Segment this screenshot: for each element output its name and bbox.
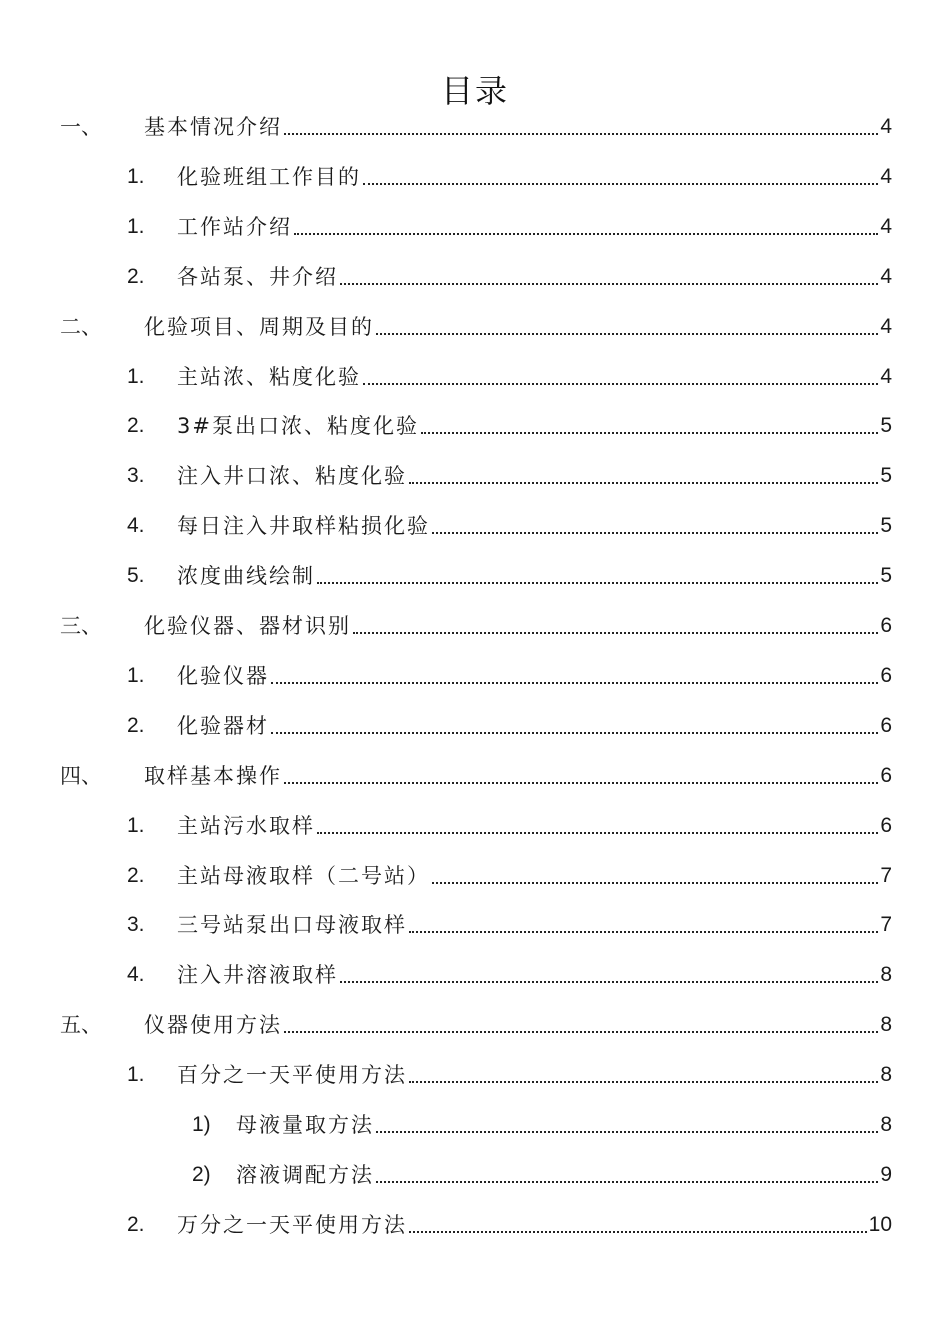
toc-entry-page-number: 8	[880, 1063, 892, 1087]
toc-dot-leader	[294, 233, 878, 235]
toc-entry-number: 1.	[127, 1063, 145, 1087]
toc-entry-page-number: 7	[880, 863, 892, 887]
toc-entry-number: 2)	[192, 1162, 211, 1186]
toc-dot-leader	[376, 1131, 878, 1133]
toc-entry-number: 1)	[192, 1113, 211, 1136]
toc-entry-page-number: 6	[880, 614, 892, 637]
toc-entry-title: 浓度曲线绘制	[177, 564, 315, 589]
toc-entry[interactable]	[60, 112, 892, 142]
toc-entry-page-number: 8	[880, 1013, 892, 1037]
toc-entry[interactable]	[127, 262, 892, 292]
toc-dot-leader	[432, 532, 878, 534]
toc-dot-leader	[340, 283, 878, 285]
toc-entry[interactable]	[127, 1210, 892, 1240]
toc-entry-page-number: 5	[880, 564, 892, 588]
toc-dot-leader	[353, 632, 878, 634]
toc-entry-page-number: 4	[880, 314, 892, 338]
toc-entry-title: 注入井溶液取样	[177, 963, 338, 988]
toc-dot-leader	[317, 582, 878, 584]
toc-entry[interactable]	[60, 761, 892, 791]
toc-entry-number: 4.	[127, 963, 145, 987]
toc-entry-title: 万分之一天平使用方法	[177, 1212, 407, 1237]
toc-entry-number: 3.	[127, 913, 145, 937]
toc-entry-title: 工作站介绍	[177, 214, 292, 239]
toc-entry-page-number: 5	[880, 514, 892, 538]
toc-entry-page-number: 10	[868, 1212, 892, 1236]
toc-entry[interactable]	[60, 1010, 892, 1040]
toc-entry-number: 二、	[60, 314, 102, 339]
toc-entry-page-number: 4	[880, 214, 892, 238]
toc-entry[interactable]	[127, 1060, 892, 1090]
toc-dot-leader	[284, 1031, 878, 1033]
toc-entry[interactable]	[127, 960, 892, 990]
toc-entry[interactable]	[127, 212, 892, 242]
toc-entry-number: 2.	[127, 1212, 145, 1236]
toc-entry-page-number: 6	[880, 763, 892, 787]
toc-entry-page-number: 4	[880, 164, 892, 188]
toc-entry-page-number: 6	[880, 713, 892, 737]
toc-entry-number: 2.	[127, 414, 145, 438]
toc-entry-title: 主站浓、粘度化验	[177, 364, 361, 389]
toc-dot-leader	[340, 981, 878, 983]
toc-entry-title: 主站污水取样	[177, 813, 315, 838]
toc-entry-title: 三号站泵出口母液取样	[177, 913, 407, 938]
toc-entry-title: 百分之一天平使用方法	[177, 1063, 407, 1088]
toc-entry-number: 一、	[60, 115, 102, 139]
toc-dot-leader	[363, 383, 878, 385]
toc-entry-title: 化验项目、周期及目的	[144, 314, 374, 339]
toc-dot-leader	[409, 1231, 867, 1233]
toc-entry[interactable]	[127, 661, 892, 691]
toc-entry[interactable]	[127, 461, 892, 491]
toc-entry[interactable]	[127, 561, 892, 591]
toc-entry-page-number: 4	[880, 364, 892, 388]
toc-entry-title: 化验仪器、器材识别	[144, 614, 351, 638]
toc-entry[interactable]	[127, 162, 892, 192]
toc-entry-title: 基本情况介绍	[144, 115, 282, 139]
toc-dot-leader	[409, 931, 878, 933]
toc-dot-leader	[376, 1181, 878, 1183]
toc-entry-number: 5.	[127, 564, 145, 588]
toc-entry[interactable]	[192, 1160, 892, 1190]
toc-entry[interactable]	[60, 312, 892, 342]
toc-entry-title: 化验班组工作目的	[177, 164, 361, 189]
toc-dot-leader	[421, 432, 878, 434]
toc-entry[interactable]	[127, 811, 892, 841]
toc-entry-page-number: 8	[880, 963, 892, 987]
toc-entry[interactable]	[60, 611, 892, 641]
toc-title: 目录	[440, 72, 509, 110]
toc-dot-leader	[284, 782, 878, 784]
toc-entry-number: 1.	[127, 364, 145, 388]
toc-entry-number: 四、	[60, 763, 102, 788]
toc-entry-page-number: 9	[880, 1162, 892, 1186]
toc-entry-number: 1.	[127, 663, 145, 687]
toc-entry-number: 五、	[60, 1013, 102, 1038]
toc-entry[interactable]	[127, 910, 892, 940]
toc-entry-page-number: 5	[880, 464, 892, 488]
toc-entry[interactable]	[127, 511, 892, 541]
toc-dot-leader	[376, 333, 878, 335]
toc-dot-leader	[409, 482, 878, 484]
toc-entry-title: 化验仪器	[177, 663, 269, 688]
toc-entry-number: 三、	[60, 614, 102, 638]
toc-entry-title: 取样基本操作	[144, 763, 282, 788]
toc-entry[interactable]	[127, 861, 892, 891]
toc-entry-title: 主站母液取样（二号站）	[177, 863, 430, 888]
toc-entry[interactable]	[192, 1110, 892, 1140]
toc-entry-page-number: 8	[880, 1113, 892, 1136]
toc-entry-title: 溶液调配方法	[236, 1162, 374, 1187]
toc-entry-page-number: 4	[880, 115, 892, 138]
toc-entry-number: 1.	[127, 214, 145, 238]
toc-entry-title: 注入井口浓、粘度化验	[177, 464, 407, 489]
toc-entry-title: 化验器材	[177, 713, 269, 738]
toc-entry[interactable]	[127, 411, 892, 441]
toc-entry-number: 4.	[127, 514, 145, 538]
toc-dot-leader	[363, 183, 878, 185]
toc-entry-number: 2.	[127, 264, 145, 288]
toc-entry-page-number: 6	[880, 813, 892, 837]
toc-dot-leader	[432, 882, 878, 884]
toc-entry-number: 1.	[127, 164, 145, 188]
toc-entry-title: 每日注入井取样粘损化验	[177, 514, 430, 539]
toc-entry-title: 各站泵、井介绍	[177, 264, 338, 289]
toc-entry[interactable]	[127, 711, 892, 741]
toc-entry-page-number: 4	[880, 264, 892, 288]
toc-entry-number: 3.	[127, 464, 145, 488]
toc-entry-page-number: 6	[880, 663, 892, 687]
toc-dot-leader	[317, 832, 878, 834]
toc-entry-number: 1.	[127, 813, 145, 837]
toc-entry-number: 2.	[127, 863, 145, 887]
toc-entry-page-number: 5	[880, 414, 892, 438]
toc-entry-number: 2.	[127, 713, 145, 737]
toc-dot-leader	[271, 732, 878, 734]
toc-dot-leader	[284, 133, 878, 135]
toc-entry-title: 母液量取方法	[236, 1113, 374, 1137]
toc-dot-leader	[409, 1081, 878, 1083]
toc-entry-page-number: 7	[880, 913, 892, 937]
toc-entry-title: 仪器使用方法	[144, 1013, 282, 1038]
toc-entry-title: 3#泵出口浓、粘度化验	[177, 414, 419, 439]
toc-dot-leader	[271, 682, 878, 684]
toc-entry[interactable]	[127, 362, 892, 392]
